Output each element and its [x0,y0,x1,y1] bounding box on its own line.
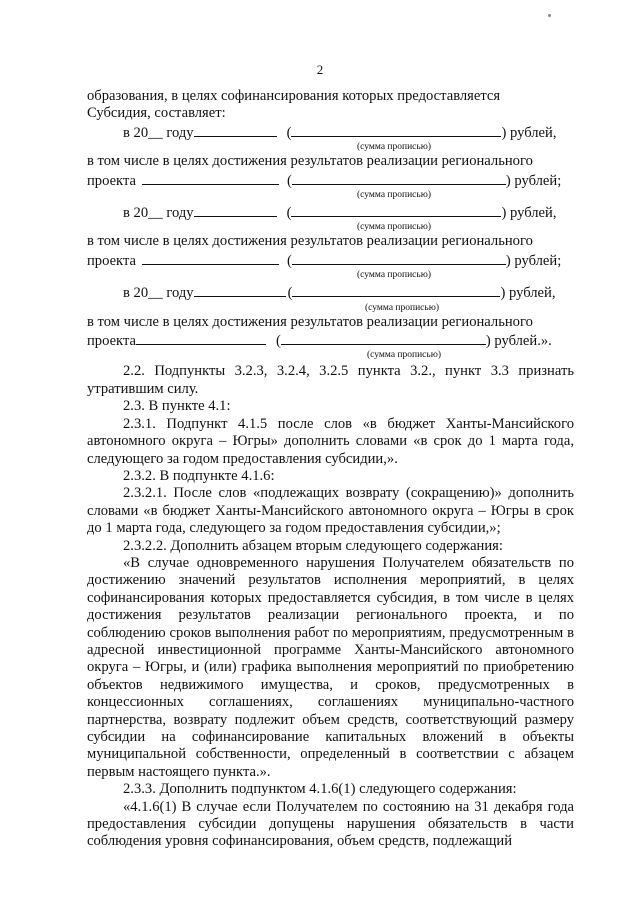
intro-line-2: Субсидия, составляет: [87,105,226,122]
project-row-2 [87,251,574,270]
words-blank [291,123,501,137]
project-row-1 [87,171,574,190]
amount-blank [194,203,277,217]
project-row-3 [87,331,574,350]
amount-caption: (сумма прописью) [365,302,439,313]
year-row-1 [87,123,574,142]
amount-caption: (сумма прописью) [357,222,431,233]
open-paren: ( [287,252,292,269]
amount-caption: (сумма прописью) [367,350,441,361]
words-blank [292,171,506,185]
paragraph-4-1-6-1: «4.1.6(1) В случае если Получателем по состоянию на 31 декабря года предоставления субсидии допущены нарушения обязательств в части соблюдения уровня софинансирования, объем средств, подлежащий [87,798,574,850]
incl-line: в том числе в целях достижения результатов реализации регионального [87,233,533,250]
paragraph-2-3-2-2: 2.3.2.2. Дополнить абзацем вторым следующего содержания: [123,537,503,554]
amount-caption: (сумма прописью) [357,142,431,153]
open-paren: ( [286,205,292,222]
scan-speck [548,14,551,17]
document-body [87,88,574,851]
open-paren: ( [287,172,292,189]
incl-line: в том числе в целях достижения результатов реализации регионального [87,153,533,170]
paragraph-2-3-1: 2.3.1. Подпункт 4.1.5 после слов «в бюджет Ханты-Мансийского автономного округа – Югры» дополнить словами «в срок до 1 марта года, следующего за годом предоставления субсидии,». [87,415,574,467]
year-row-2 [87,203,574,222]
words-blank [281,331,486,345]
open-paren: ( [286,124,292,141]
incl-line: в том числе в целях достижения результатов реализации регионального [87,313,533,330]
amount-blank [142,251,279,265]
words-blank [291,203,501,217]
project-label: проекта [87,172,136,189]
project-label: проекта [87,252,136,269]
open-paren: ( [287,285,293,302]
paragraph-2-2: 2.2. Подпункты 3.2.3, 3.2.4, 3.2.5 пункта 3.2., пункт 3.3 признать утратившим силу. [87,363,574,397]
amount-blank [136,331,266,345]
amount-blank [194,123,277,137]
page-number: 2 [316,62,324,77]
paragraph-2-3-2: 2.3.2. В подпункте 4.1.6: [123,467,275,484]
year-row-3 [87,283,574,302]
amount-caption: (сумма прописью) [357,270,431,281]
rubles-label: ) рублей.». [485,333,552,350]
amount-blank [194,283,286,297]
rubles-label: ) рублей, [500,285,556,302]
project-label: проекта [87,333,136,350]
rubles-label: ) рублей, [501,124,557,141]
amount-caption: (сумма прописью) [357,190,431,201]
year-label: в 20__ году [123,205,194,222]
rubles-label: ) рублей; [505,252,562,269]
open-paren: ( [276,333,281,350]
amount-blank [142,171,279,185]
rubles-label: ) рублей; [505,172,562,189]
words-blank [292,283,500,297]
paragraph-2-3: 2.3. В пункте 4.1: [123,398,231,415]
year-label: в 20__ году [123,285,194,302]
rubles-label: ) рублей, [501,205,557,222]
words-blank [292,251,506,265]
paragraph-2-3-2-1: 2.3.2.1. После слов «подлежащих возврату (сокращению)» дополнить словами «в бюджет Ханты-Мансийского автономного округа – Югры в срок до 1 марта года, следующего за годом предоставления субсидии,»; [87,485,574,537]
quoted-paragraph: «В случае одновременного нарушения Получателем обязательств по достижению значений результатов исполнения мероприятий, в целях софинансирования которых предоставляется субсидия, в том числе в целях достижения результатов реализации регионального проекта, и по соблюдению сроков выполнения работ по мероприятиям, предусмотренным в адресной инвестиционной программе Ханты-Мансийского автономного округа – Югры, и (или) графика выполнения мероприятий по приобретению объектов недвижимого имущества, и сроков, предусмотренных в концессионных соглашениях, соглашениях муниципально-частного партнерства, возврату подлежит объем средств, соответствующий размеру субсидии на софинансирование капитальных вложений в объекты муниципальной собственности, определенный в соответствии с абзацем первым настоящего пункта.». [87,554,574,780]
year-label: в 20__ году [123,124,194,141]
paragraph-2-3-3: 2.3.3. Дополнить подпунктом 4.1.6(1) следующего содержания: [123,781,517,798]
intro-line-1: образования, в целях софинансирования которых предоставляется [87,88,501,104]
